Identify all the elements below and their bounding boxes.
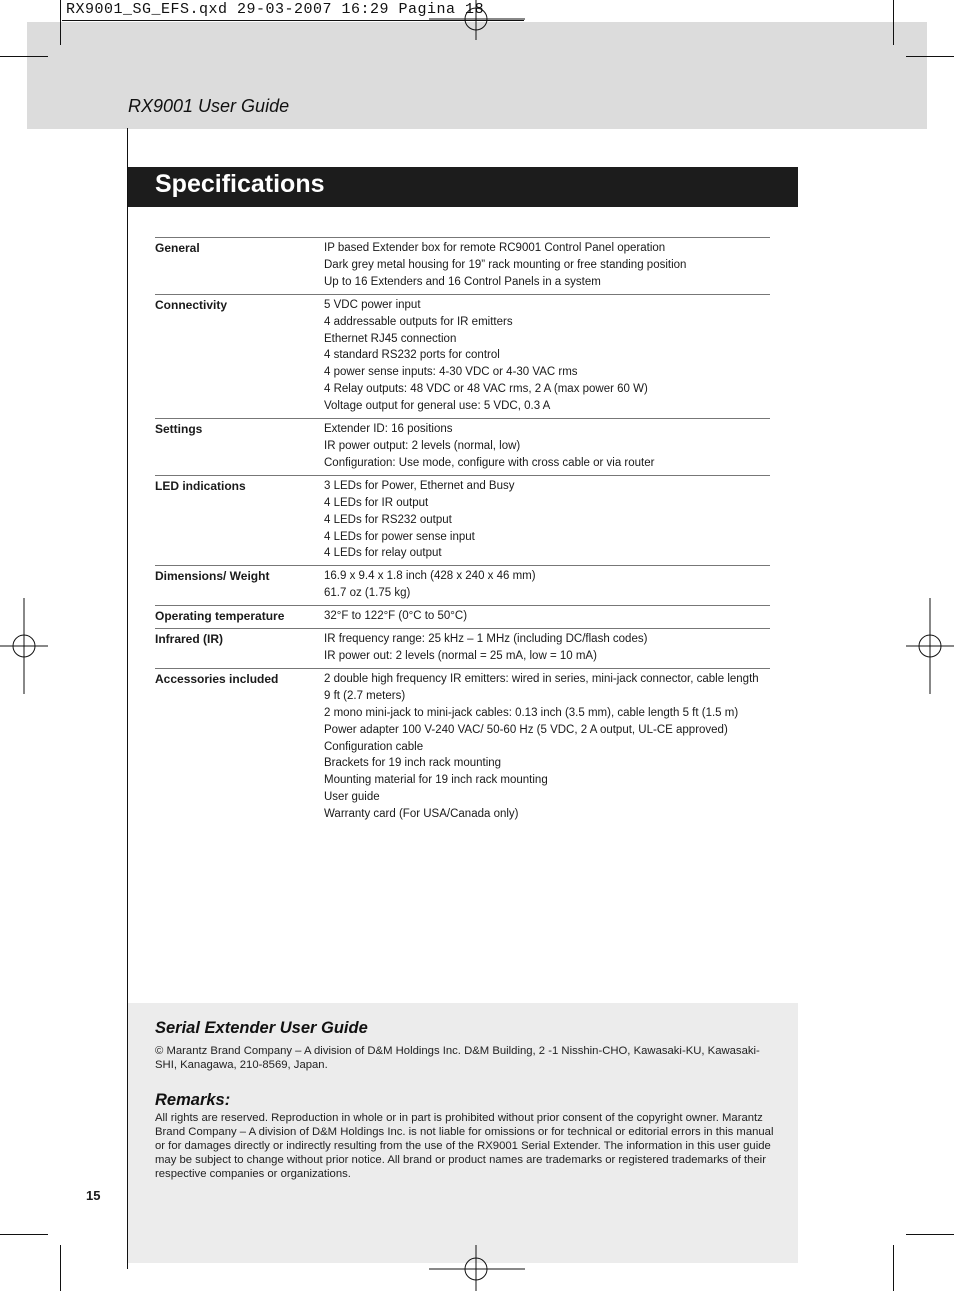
registration-mark-bottom	[427, 1245, 527, 1291]
registration-mark-top	[427, 0, 527, 40]
spec-label: Operating temperature	[155, 609, 285, 624]
spec-row	[155, 294, 770, 418]
spec-label: General	[155, 241, 200, 255]
spec-row	[155, 605, 770, 628]
crop-mark	[906, 56, 954, 57]
spec-row	[155, 668, 770, 826]
spec-value-line: Extender ID: 16 positions	[324, 423, 453, 436]
spec-value-line: 4 LEDs for IR output	[324, 496, 429, 509]
spec-row	[155, 475, 770, 566]
spec-value-line: 2 mono mini-jack to mini-jack cables: 0.13 inch (3.5 mm), cable length 5 ft (1.5 m)	[324, 706, 739, 719]
spec-label: Connectivity	[155, 297, 228, 312]
spec-value-line: 5 VDC power input	[324, 298, 421, 311]
spec-values	[324, 240, 770, 291]
spec-value-line: 4 LEDs for RS232 output	[324, 513, 452, 526]
spec-value-line: IP based Extender box for remote RC9001 Control Panel operation	[324, 242, 666, 254]
spec-value-line: User guide	[324, 791, 380, 804]
crop-mark	[60, 1245, 61, 1291]
section-title-bar	[128, 167, 798, 207]
footer-copyright: © Marantz Brand Company – A division of D&M Holdings Inc. D&M Building, 2 -1 Nisshin-CHO, Kawasaki-KU, Kawasaki-SHI, Kanagawa, 210-8569, Japan.	[155, 1045, 760, 1071]
spec-row	[155, 237, 770, 294]
footer-heading-guide: Serial Extender User Guide	[155, 1019, 368, 1037]
spec-values	[324, 631, 770, 665]
spec-values	[324, 478, 770, 563]
spec-value-line: Power adapter 100 V-240 VAC/ 50-60 Hz (5 VDC, 2 A output, UL-CE approved)	[324, 723, 728, 736]
spec-value-line: IR frequency range: 25 kHz – 1 MHz (including DC/flash codes)	[324, 633, 648, 646]
crop-mark	[0, 1234, 48, 1235]
spec-value-line: Ethernet RJ45 connection	[324, 332, 457, 345]
spec-label: Settings	[155, 422, 203, 437]
spec-value-line: 4 addressable outputs for IR emitters	[324, 315, 513, 328]
spec-row	[155, 565, 770, 605]
registration-mark-left	[0, 598, 48, 694]
crop-mark	[0, 56, 48, 57]
spec-values	[324, 297, 770, 415]
spec-value-line: 16.9 x 9.4 x 1.8 inch (428 x 240 x 46 mm)	[324, 570, 536, 583]
spec-values	[324, 671, 770, 823]
spec-value-line: Configuration: Use mode, configure with cross cable or via router	[324, 456, 655, 469]
spec-value-line: Brackets for 19 inch rack mounting	[324, 757, 502, 770]
spec-label: Dimensions/ Weight	[155, 569, 270, 584]
crop-mark	[893, 0, 894, 45]
spec-value-line: 4 power sense inputs: 4-30 VDC or 4-30 VAC rms	[324, 366, 578, 379]
spec-value-line: Voltage output for general use: 5 VDC, 0.3 A	[324, 400, 551, 413]
spec-value-line: 4 Relay outputs: 48 VDC or 48 VAC rms, 2 A (max power 60 W)	[324, 383, 648, 396]
spec-value-line: Dark grey metal housing for 19” rack mounting or free standing position	[324, 258, 687, 271]
spec-label: LED indications	[155, 478, 246, 493]
guide-title: RX9001 User Guide	[128, 96, 290, 116]
spec-values	[324, 608, 770, 625]
spec-row	[155, 628, 770, 668]
spec-value-line: IR power output: 2 levels (normal, low)	[324, 439, 521, 452]
footer-remarks: All rights are reserved. Reproduction in whole or in part is prohibited without prior consent of the copyright owner. Marantz Brand Company – A division of D&M Holdings Inc. is not liable for omissions or for technical or editorial errors in this manual or for damages directly or indirectly resulting from the use of the RX9001 Serial Extender. The information in this user guide may be subject to change without prior notice. All brand or product names are trademarks or registered trademarks of their respective companies or organizations.	[155, 1112, 774, 1180]
registration-mark-right	[906, 598, 954, 694]
specifications-table	[155, 237, 770, 826]
section-title: Specifications	[155, 170, 325, 198]
crop-mark	[893, 1245, 894, 1291]
spec-value-line: 4 standard RS232 ports for control	[324, 349, 500, 362]
spec-value-line: Configuration cable	[324, 740, 424, 753]
spec-value-line: Warranty card (For USA/Canada only)	[324, 808, 519, 821]
spec-value-line: 2 double high frequency IR emitters: wired in series, mini-jack connector, cable length	[324, 672, 759, 685]
spec-value-line: 9 ft (2.7 meters)	[324, 689, 406, 702]
crop-mark	[906, 1234, 954, 1235]
spec-row	[155, 418, 770, 475]
page-number: 15	[86, 1188, 101, 1203]
footer-box	[128, 1003, 798, 1263]
spec-value-line: 4 LEDs for relay output	[324, 547, 442, 560]
spec-value-line: 4 LEDs for power sense input	[324, 530, 475, 543]
spec-value-line: Up to 16 Extenders and 16 Control Panels in a system	[324, 275, 601, 288]
spec-label: Accessories included	[155, 671, 279, 686]
crop-mark	[60, 0, 61, 45]
spec-value-line: IR power out: 2 levels (normal = 25 mA, low = 10 mA)	[324, 650, 597, 663]
spec-values	[324, 568, 770, 602]
spec-value-line: 3 LEDs for Power, Ethernet and Busy	[324, 479, 515, 492]
print-slug: RX9001_SG_EFS.qxd 29-03-2007 16:29 Pagina 18	[66, 1, 485, 18]
spec-value-line: 32°F to 122°F (0°C to 50°C)	[324, 610, 468, 623]
spec-label: Infrared (IR)	[155, 632, 224, 647]
spec-value-line: Mounting material for 19 inch rack mounting	[324, 774, 548, 787]
spec-value-line: 61.7 oz (1.75 kg)	[324, 587, 411, 600]
spec-values	[324, 421, 770, 472]
footer-heading-remarks: Remarks:	[155, 1091, 231, 1109]
